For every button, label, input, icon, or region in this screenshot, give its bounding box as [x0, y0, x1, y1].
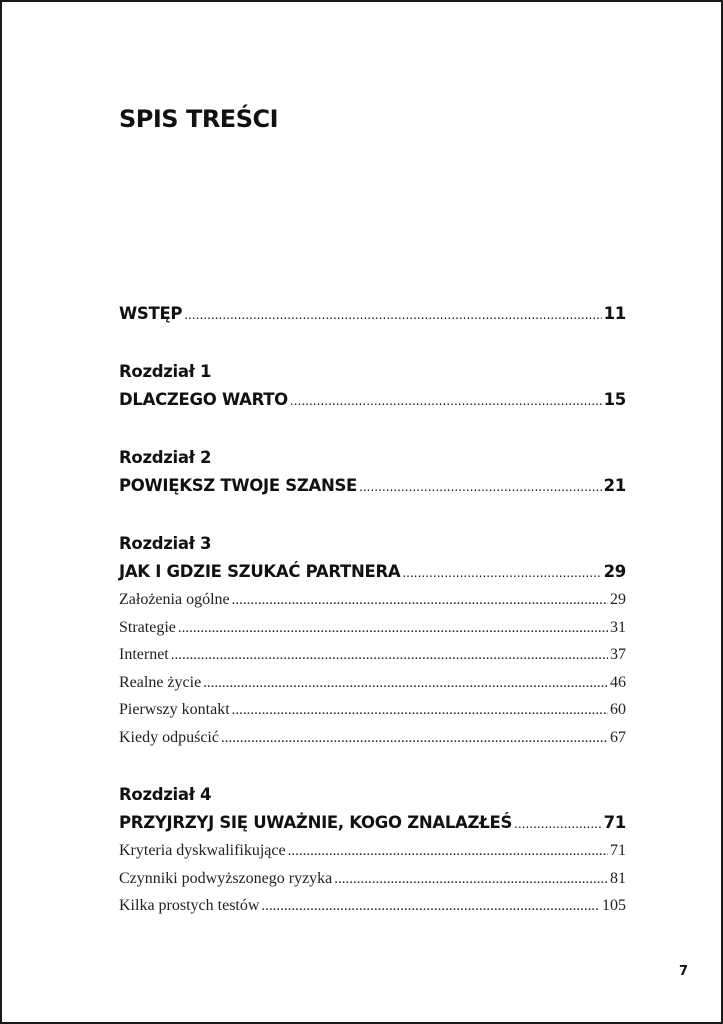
table-of-contents — [119, 300, 626, 950]
page-number: 7 — [679, 964, 689, 979]
toc-subentry — [119, 837, 626, 865]
dot-leader — [288, 838, 608, 866]
toc-entry-page: 11 — [603, 304, 626, 323]
chapter-label: Rozdział 4 — [119, 785, 212, 804]
toc-subentry-title: Realne życie — [119, 673, 202, 691]
toc-entry — [119, 809, 626, 837]
chapter-label: Rozdział 1 — [119, 362, 212, 381]
toc-entry-title: WSTĘP — [119, 304, 183, 323]
dot-leader — [232, 587, 608, 615]
toc-subentry-page: 81 — [610, 869, 626, 887]
toc-subentry-page: 29 — [610, 591, 626, 608]
dot-leader — [334, 866, 608, 894]
dot-leader — [290, 387, 602, 415]
toc-entry-page: 15 — [603, 390, 626, 409]
chapter-label: Rozdział 2 — [119, 448, 212, 467]
dot-leader — [261, 893, 600, 921]
toc-subentry — [119, 669, 626, 697]
toc-subentry-title: Pierwszy kontakt — [119, 701, 230, 718]
toc-subentry-page: 31 — [610, 618, 626, 636]
toc-entry-title: JAK I GDZIE SZUKAĆ PARTNERA — [119, 562, 401, 581]
dot-leader — [178, 615, 608, 643]
dot-leader — [221, 725, 608, 753]
toc-subentry — [119, 696, 626, 724]
toc-subentry — [119, 641, 626, 669]
toc-subentry-page: 60 — [610, 701, 626, 718]
toc-subentry — [119, 586, 626, 614]
dot-leader — [402, 559, 601, 587]
toc-entry — [119, 300, 626, 328]
toc-subentry — [119, 892, 626, 920]
toc-subentry-title: Strategie — [119, 618, 176, 636]
toc-subentry-title: Kryteria dyskwalifikujące — [119, 842, 286, 859]
toc-entry-title: PRZYJRZYJ SIĘ UWAŻNIE, KOGO ZNALAZŁEŚ — [119, 813, 513, 832]
toc-entry — [119, 472, 626, 500]
toc-subentry-page: 46 — [610, 673, 626, 691]
chapter-label: Rozdział 3 — [119, 534, 212, 553]
toc-entry-page: 21 — [603, 476, 626, 495]
toc-section-chapter-3 — [119, 530, 626, 751]
page-title: SPIS TREŚCI — [119, 105, 279, 133]
toc-subentry — [119, 614, 626, 642]
toc-subentry-title: Założenia ogólne — [119, 591, 230, 608]
toc-subentry-page: 105 — [602, 897, 626, 914]
toc-section-intro — [119, 300, 626, 328]
dot-leader — [171, 642, 608, 670]
toc-subentry — [119, 865, 626, 893]
toc-entry-title: POWIĘKSZ TWOJE SZANSE — [119, 476, 358, 495]
toc-subentry-title: Czynniki podwyższonego ryzyka — [119, 869, 333, 887]
toc-entry — [119, 386, 626, 414]
toc-entry — [119, 558, 626, 586]
toc-section-chapter-1 — [119, 358, 626, 414]
toc-subentry-title: Kilka prostych testów — [119, 897, 260, 914]
toc-subentry — [119, 724, 626, 752]
toc-subentry-page: 37 — [610, 646, 626, 663]
toc-entry-page: 29 — [603, 562, 626, 581]
dot-leader — [184, 301, 601, 329]
dot-leader — [359, 473, 602, 501]
toc-entry-title: DLACZEGO WARTO — [119, 390, 288, 409]
toc-subentry-page: 67 — [610, 728, 626, 746]
toc-subentry-page: 71 — [610, 842, 626, 859]
toc-section-chapter-2 — [119, 444, 626, 500]
toc-entry-page: 71 — [603, 813, 626, 832]
toc-subentry-title: Internet — [119, 646, 169, 663]
dot-leader — [203, 670, 608, 698]
dot-leader — [514, 810, 602, 838]
toc-subentry-title: Kiedy odpuścić — [119, 728, 219, 746]
dot-leader — [232, 697, 608, 725]
toc-section-chapter-4 — [119, 781, 626, 920]
